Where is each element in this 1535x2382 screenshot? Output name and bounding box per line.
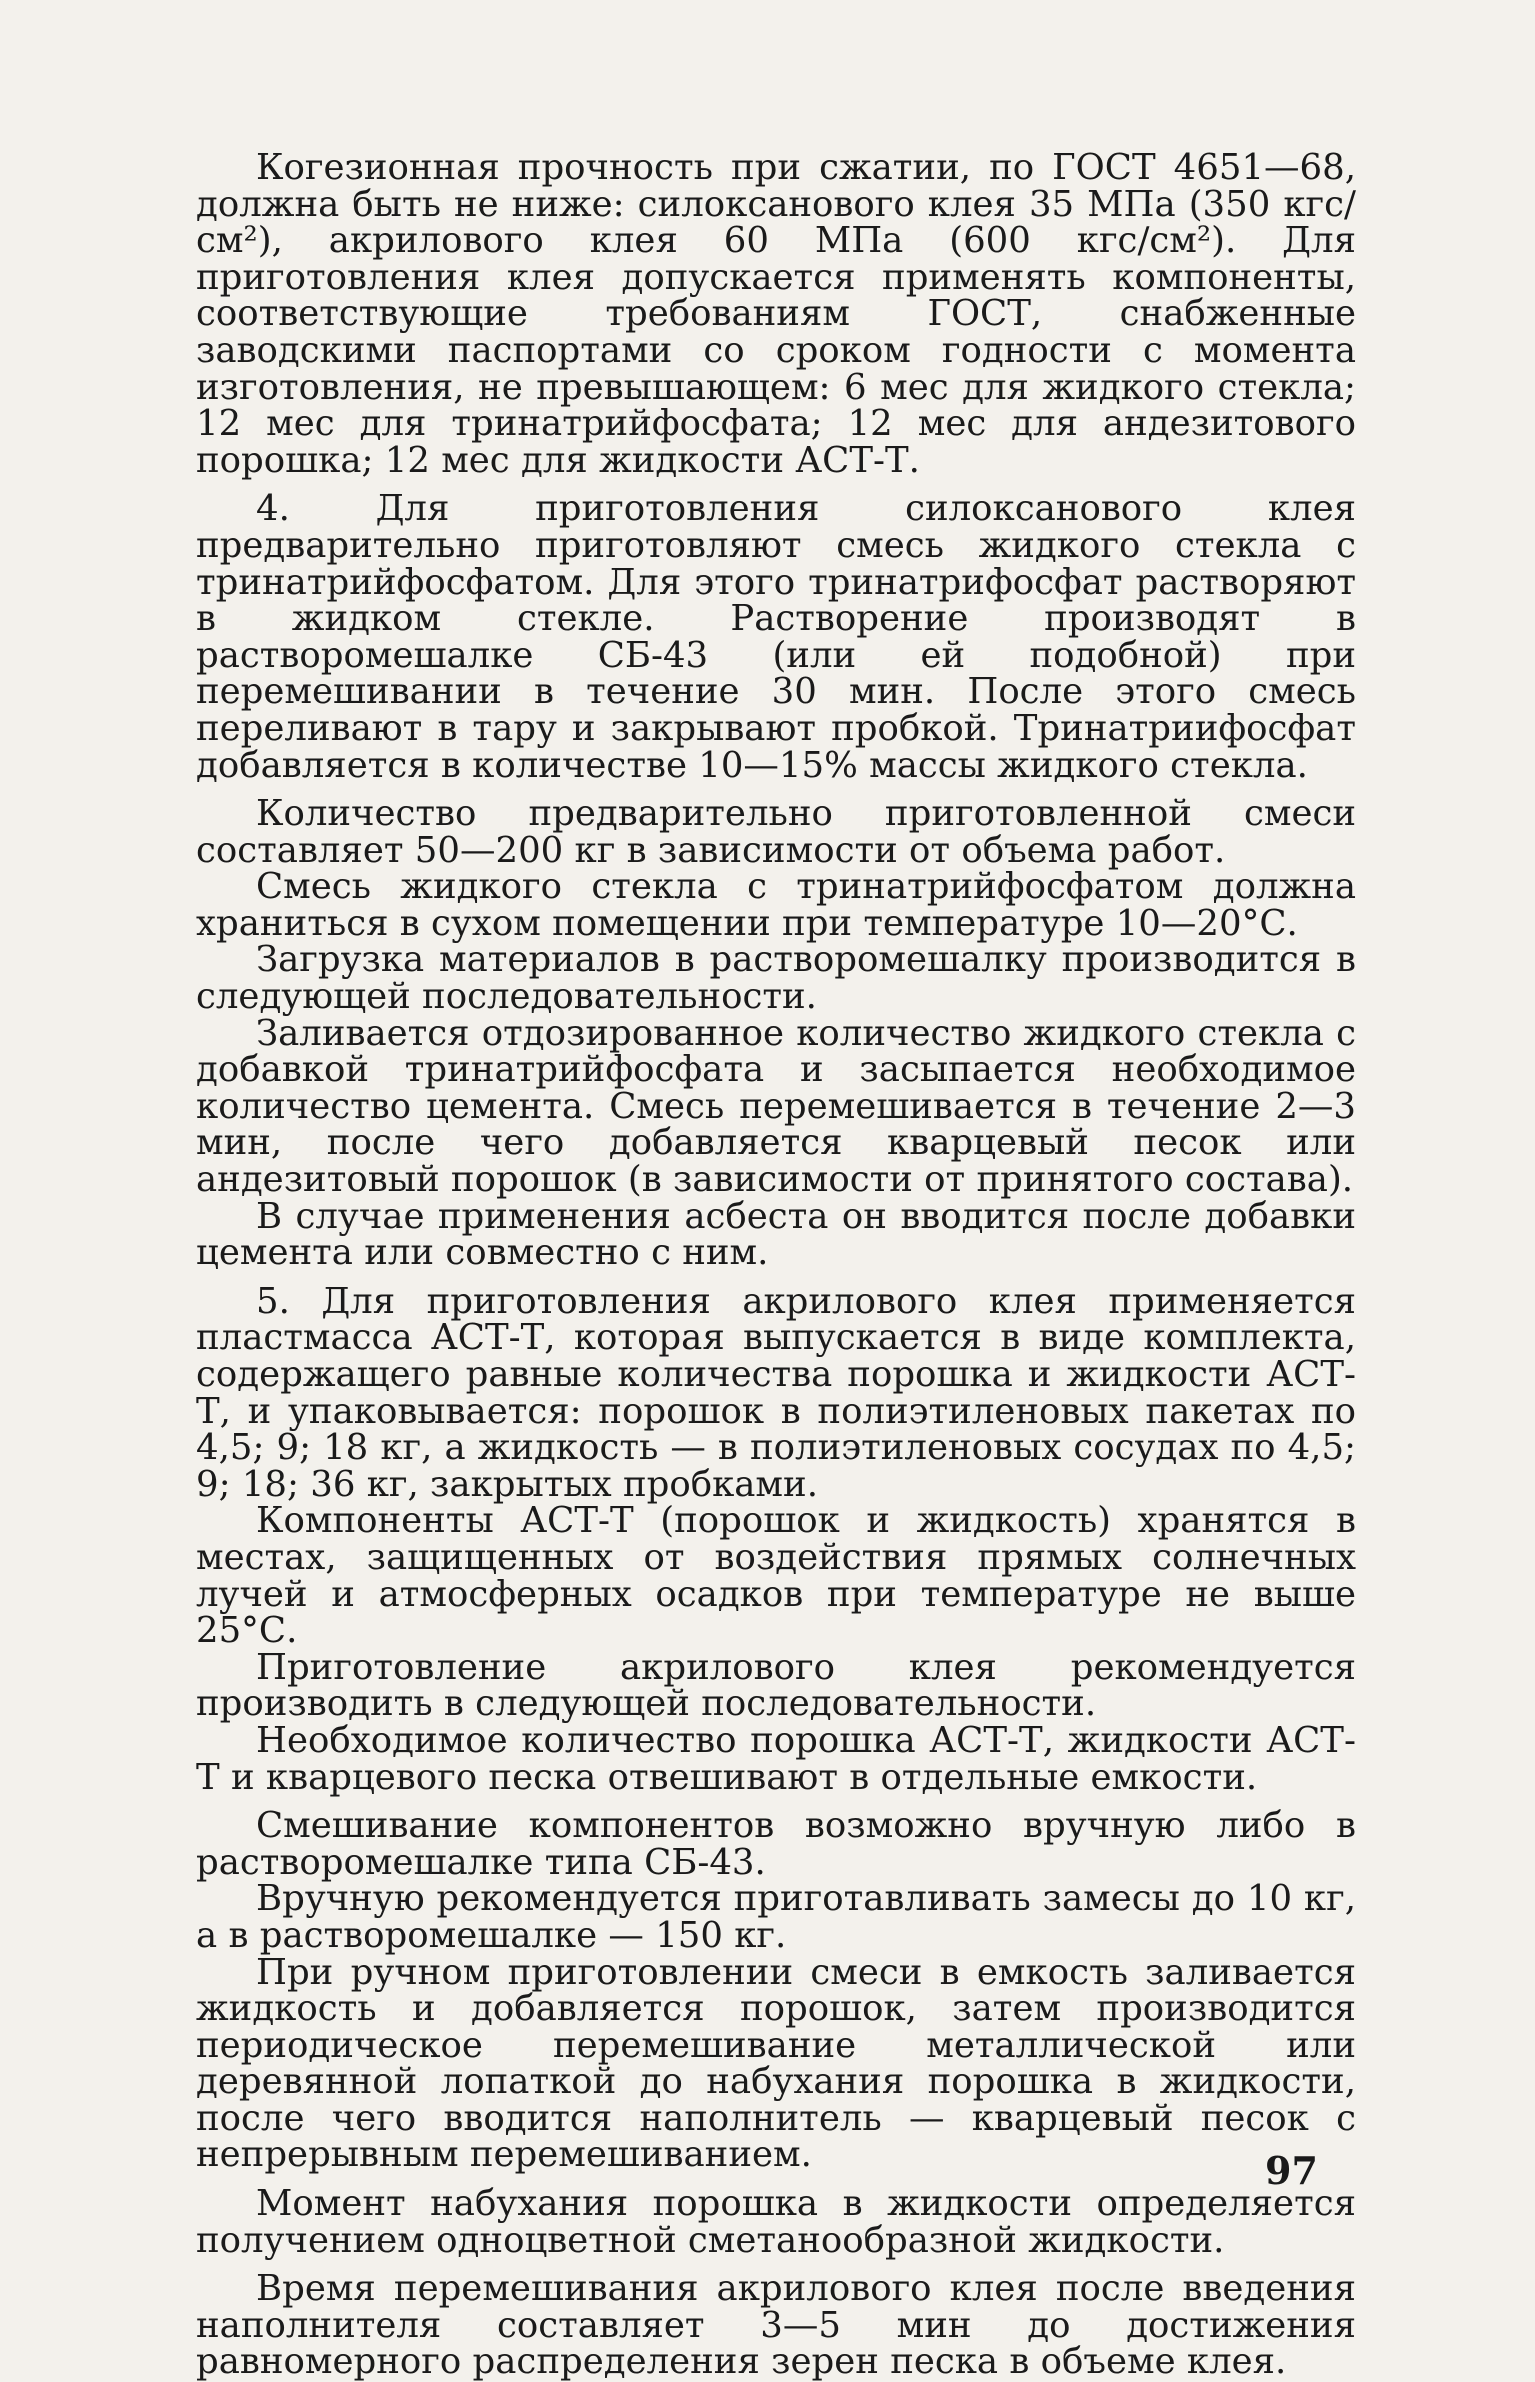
- paragraph-storage: Смесь жидкого стекла с тринатрийфосфатом должна храниться в сухом помещении при температуре 10—20°С.: [196, 866, 1356, 944]
- paragraph-manual-prep: При ручном приготовлении смеси в емкость заливается жидкость и добавляется порошок, затем производится периодическое перемешивание металлической или деревянной лопаткой до набухания порошка в жидкости, после чего вводится наполнитель — кварцевый песок с непрерывным перемешиванием.: [196, 1951, 1356, 2176]
- paragraph-section-4: 4. Для приготовления силоксанового клея предварительно приготовляют смесь жидкого стекла с тринатрийфосфатом. Для этого тринатрифосфат растворяют в жидком стекле. Растворение производят в растворомешалке СБ-43 (или ей подобной) при перемешивании в течение 30 мин. После этого смесь переливают в тару и закрывают пробкой. Тринатриифосфат добавляется в количестве 10—15% массы жидкого стекла.: [196, 488, 1356, 786]
- paragraph-loading-order: Загрузка материалов в растворомешалку производится в следующей последовательности.: [196, 939, 1356, 1018]
- page-number: 97: [1265, 2148, 1318, 2193]
- paragraph-swelling: Момент набухания порошка в жидкости определяется получением одноцветной сметанообразной жидкости.: [196, 2183, 1356, 2261]
- paragraph-mixing-time: Время перемешивания акрилового клея после введения наполнителя составляет 3—5 мин до достижения равномерного распределения зерен песка в объеме клея.: [196, 2268, 1356, 2382]
- paragraph-pouring: Заливается отдозированное количество жидкого стекла с добавкой тринатрийфосфата и засыпается необходимое количество цемента. Смесь перемешивается в течение 2—3 мин, после чего добавляется кварцевый песок или андезитовый порошок (в зависимости от принятого состава).: [196, 1012, 1356, 1201]
- paragraph-mixture-amount: Количество предварительно приготовленной смеси составляет 50—200 кг в зависимости от объема работ.: [196, 793, 1356, 871]
- paragraph-preparation-order: Приготовление акрилового клея рекомендуется производить в следующей последовательности.: [196, 1646, 1356, 1725]
- paragraph-mixing-method: Смешивание компонентов возможно вручную либо в растворомешалке типа СБ-43.: [196, 1805, 1356, 1883]
- paragraph-ast-storage: Компоненты АСТ-Т (порошок и жидкость) хранятся в местах, защищенных от воздействия прямых солнечных лучей и атмосферных осадков при температуре не выше 25°С.: [196, 1500, 1356, 1652]
- body-text: [196, 147, 1356, 2382]
- paragraph-batch-size: Вручную рекомендуется приготавливать замесы до 10 кг, а в растворомешалке — 150 кг.: [196, 1878, 1356, 1956]
- paragraph-weighing: Необходимое количество порошка АСТ-Т, жидкости АСТ-Т и кварцевого песка отвешивают в отдельные емкости.: [196, 1719, 1356, 1798]
- paragraph-cohesion-strength: Когезионная прочность при сжатии, по ГОСТ 4651—68, должна быть не ниже: силоксанового клея 35 МПа (350 кгс/см²), акрилового клея 60 МПа (600 кгс/см²). Для приготовления клея допускается применять компоненты, соответствующие требованиям ГОСТ, снабженные заводскими паспортами со сроком годности с момента изготовления, не превышающем: 6 мес для жидкого стекла; 12 мес для тринатрийфосфата; 12 мес для андезитового порошка; 12 мес для жидкости АСТ-Т.: [196, 147, 1356, 481]
- paragraph-asbestos: В случае применения асбеста он вводится после добавки цемента или совместно с ним.: [196, 1195, 1356, 1274]
- paragraph-section-5: 5. Для приготовления акрилового клея применяется пластмасса АСТ-Т, которая выпускается в виде комплекта, содержащего равные количества порошка и жидкости АСТ-Т, и упаковывается: порошок в полиэтиленовых пакетах по 4,5; 9; 18 кг, а жидкость — в полиэтиленовых сосудах по 4,5; 9; 18; 36 кг, закрытых пробками.: [196, 1280, 1356, 1505]
